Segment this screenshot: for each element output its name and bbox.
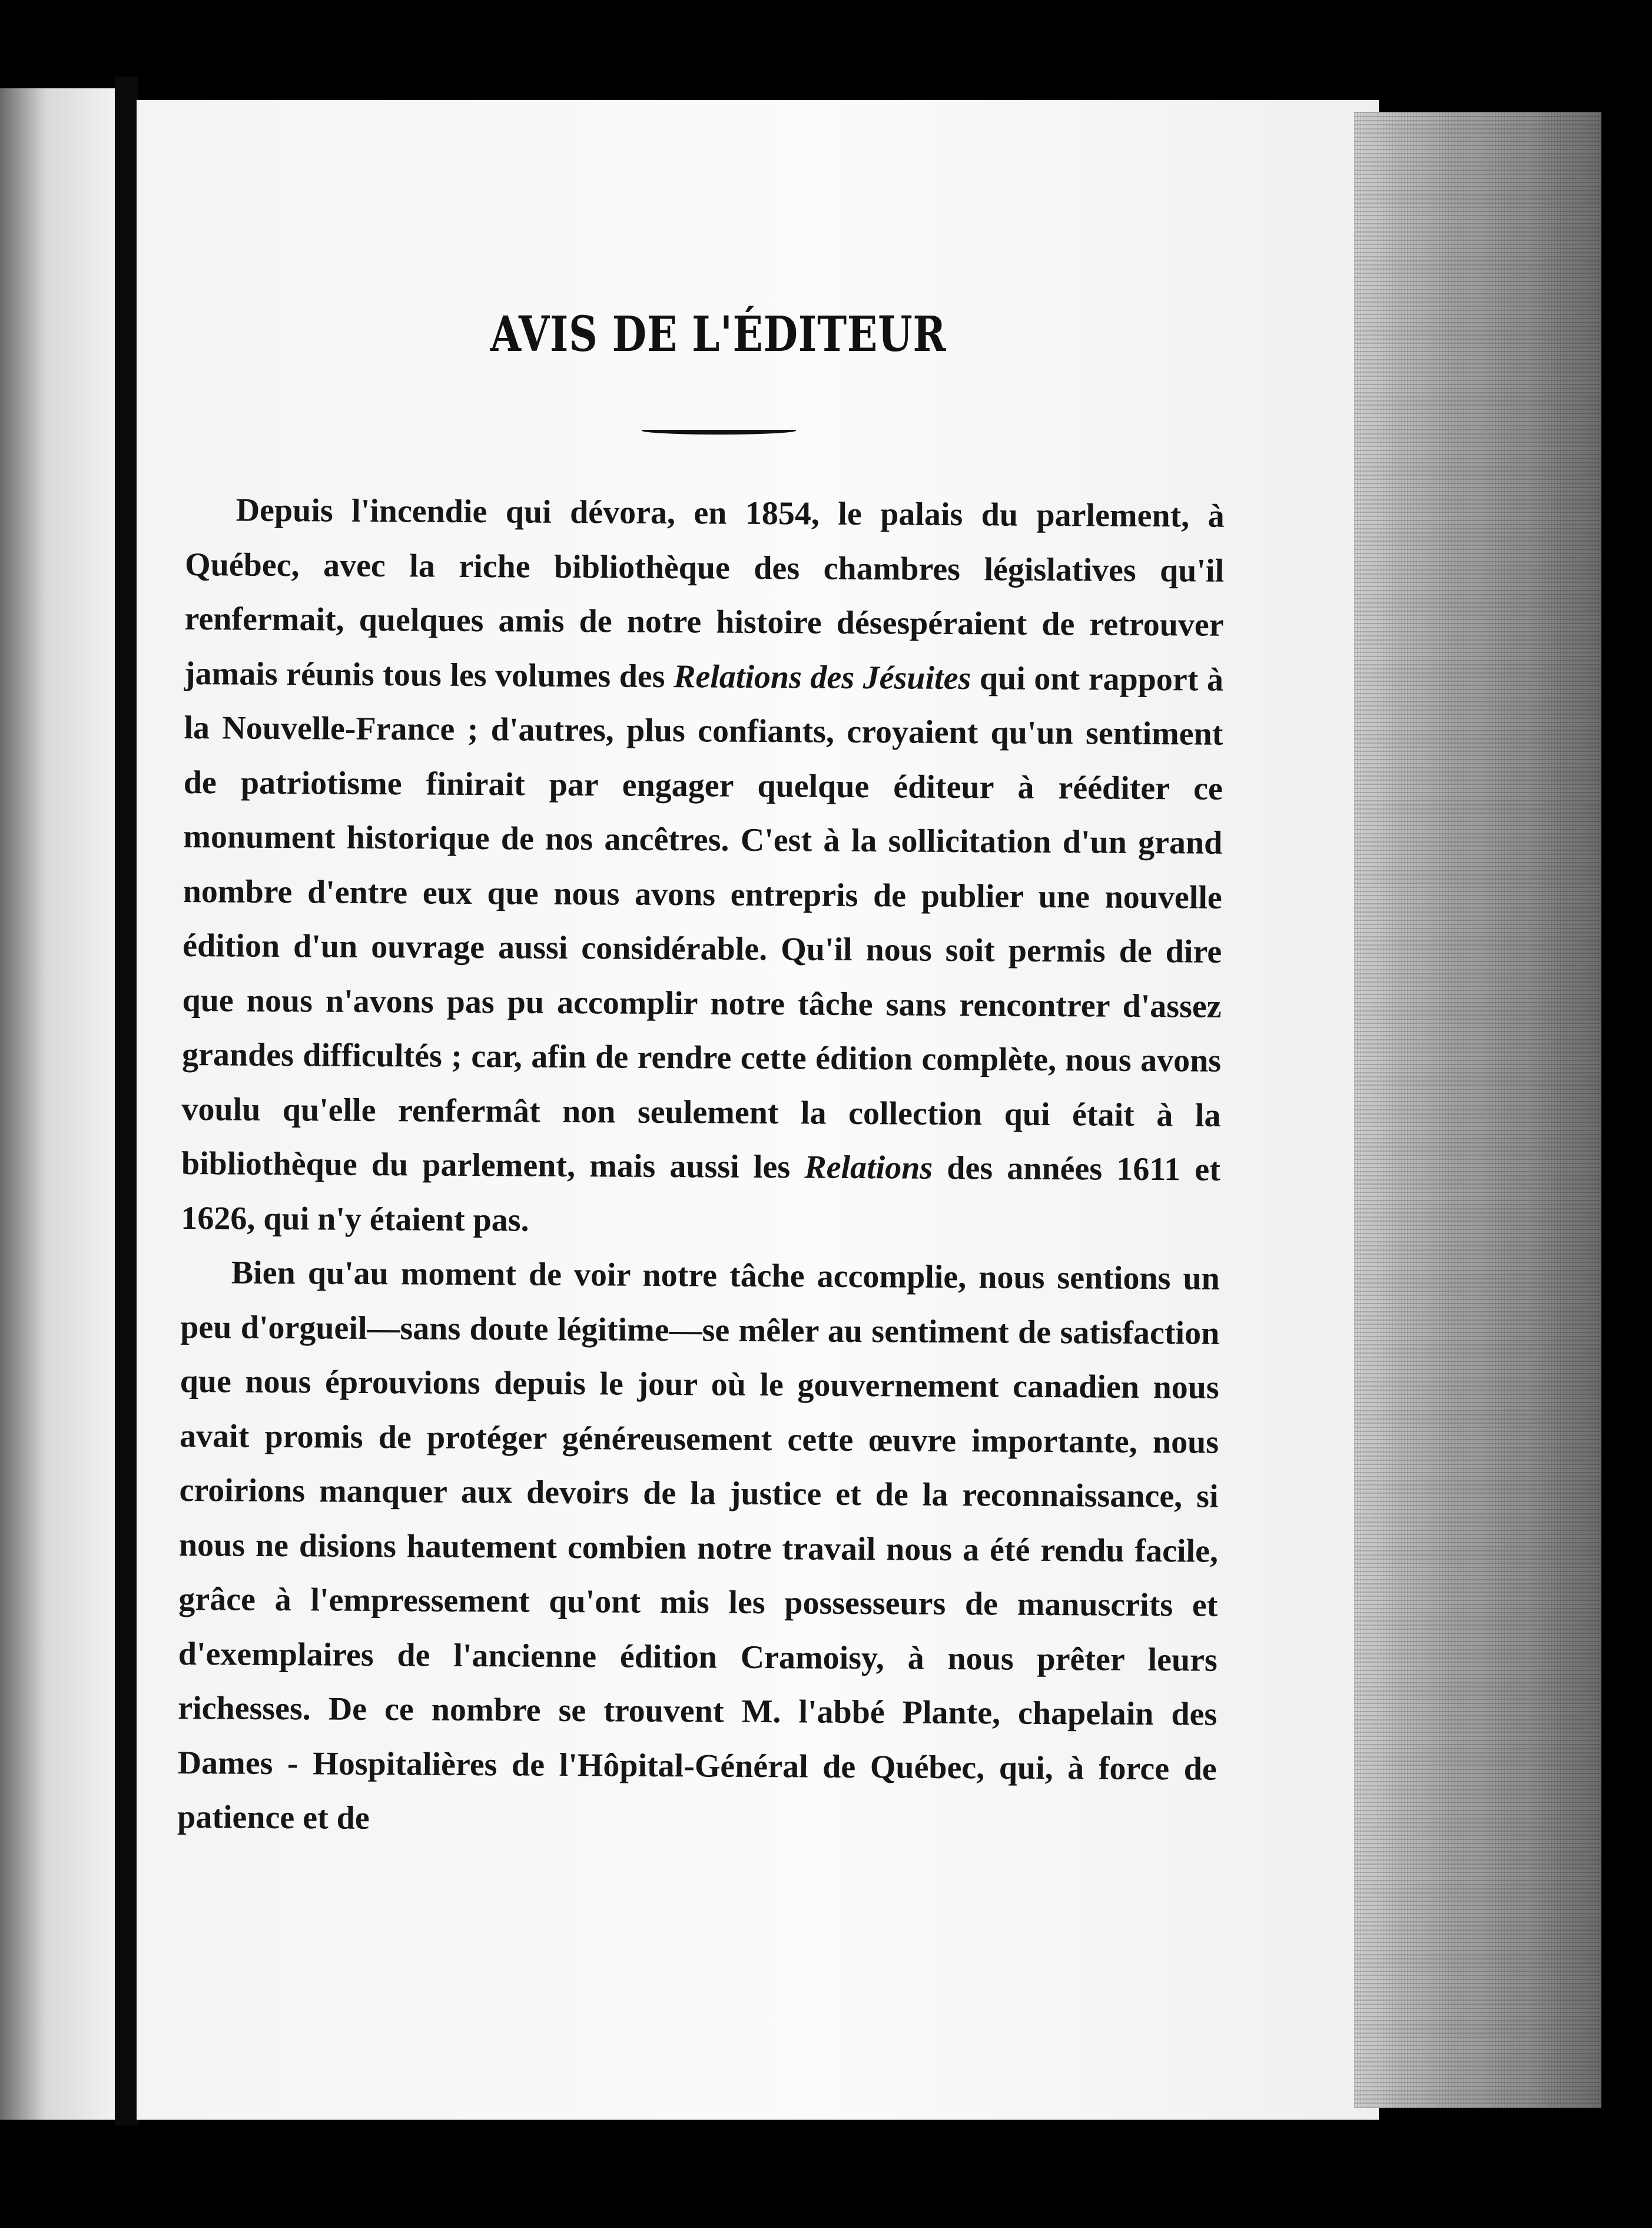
- text-run: qui ont rapport à la Nouvelle-France ; d'autres, plus confiants, croyaient qu'un sentiment de patriotisme finirait par engager quelque éditeur à rééditer ce monument historique de nos ancêtres. C'est à la sollicitation d'un grand nombre d'entre eux que nous avons entrepris de publier une nouvelle édition d'un ouvrage aussi considérable. Qu'il nous soit permis de dire que nous n'avons pas pu accomplir notre tâche sans rencontrer d'assez grandes difficultés ; car, afin de rendre cette édition complète, nous avons voulu qu'elle renfermât non seulement la collection qui était à la bibliothèque du parlement, mais aussi les: [181, 659, 1224, 1186]
- facing-page-edge: [0, 88, 115, 2120]
- page-block-edge: [1354, 112, 1601, 2108]
- text-run: Depuis l'incendie qui dévora, en 1854, le palais du parlement, à Québec, avec la riche bibliothèque des chambres législatives qu'il renfermait, quelques amis de notre histoire désespéraient de retrouver jamais réunis tous les volumes des: [184, 492, 1225, 695]
- page-title: AVIS DE L'ÉDITEUR: [490, 306, 947, 363]
- paragraph: [177, 1245, 1220, 1851]
- book-gutter: [115, 77, 138, 2126]
- text-run: Bien qu'au moment de voir notre tâche accomplie, nous sentions un peu d'orgueil—sans doute légitime—se mêler au sentiment de satisfaction que nous éprouvions depuis le jour où le gouvernement canadien nous avait promis de protéger généreusement cette œuvre importante, nous croirions manquer aux devoirs de la justice et de la reconnaissance, si nous ne disions hautement combien notre travail nous a été rendu facile, grâce à l'empressement qu'ont mis les possesseurs de manuscrits et d'exemplaires de l'ancienne édition Cramoisy, à nous prêter leurs richesses. De ce nombre se trouvent M. l'abbé Plante, chapelain des Dames - Hospitalières de l'Hôpital-Général de Québec, qui, à force de patience et de: [177, 1254, 1220, 1836]
- italic-title-run: Relations des Jésuites: [673, 658, 971, 697]
- italic-title-run: Relations: [804, 1149, 933, 1186]
- body-text: [177, 483, 1225, 1851]
- paragraph: [181, 483, 1225, 1252]
- text-run: des années 1611 et 1626, qui n'y étaient pas.: [181, 1149, 1221, 1239]
